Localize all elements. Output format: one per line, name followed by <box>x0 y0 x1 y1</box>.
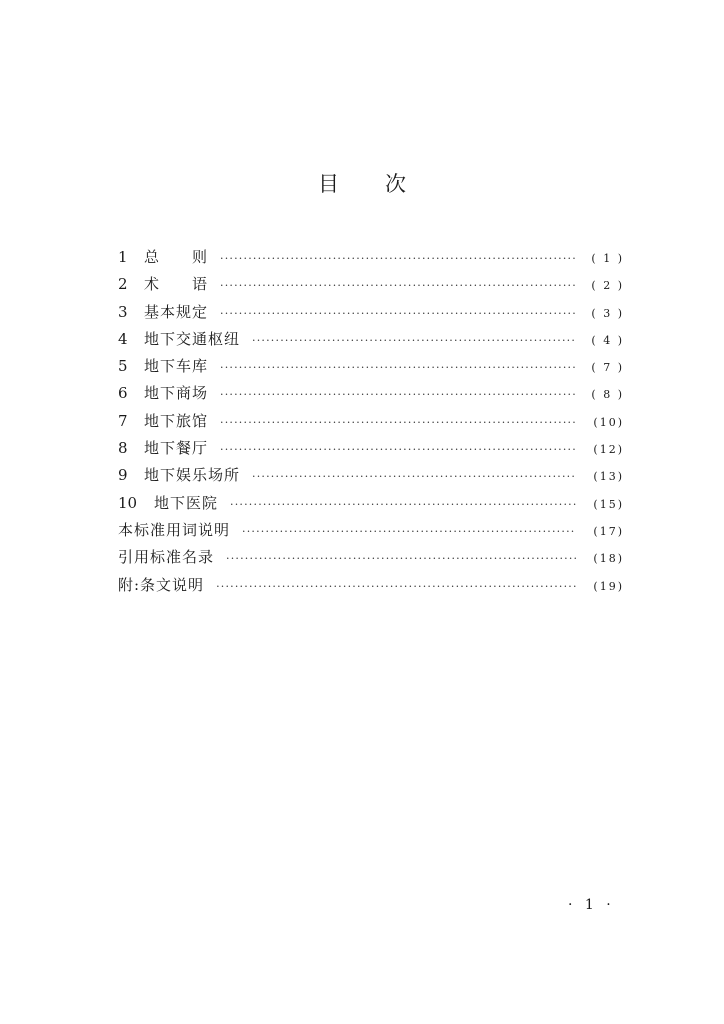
toc-entry-page: ( 1 ) <box>591 252 624 265</box>
toc-entry-number: 10 <box>118 493 138 512</box>
toc-entry[interactable] <box>118 464 624 491</box>
toc-leader-dots <box>216 580 576 593</box>
toc-entry[interactable] <box>118 246 624 273</box>
toc-entry[interactable] <box>118 410 624 437</box>
toc-entry[interactable] <box>118 574 624 601</box>
table-of-contents <box>118 246 624 601</box>
toc-entry[interactable] <box>118 437 624 464</box>
toc-entry[interactable] <box>118 273 624 300</box>
toc-entry-page: (18) <box>593 552 624 566</box>
toc-entry-label: 地下车库 <box>144 357 209 376</box>
toc-entry-label: 总 则 <box>144 248 209 266</box>
toc-leader-dots <box>230 498 576 511</box>
toc-entry-number: 1 <box>118 248 128 266</box>
toc-entry-number: 2 <box>118 275 128 294</box>
toc-entry-label: 地下娱乐场所 <box>144 466 241 485</box>
toc-entry-page: (12) <box>593 443 624 457</box>
toc-entry[interactable] <box>118 355 624 382</box>
toc-leader-dots <box>220 361 576 374</box>
toc-entry-label: 地下旅馆 <box>144 411 209 430</box>
title-char-2: 次 <box>385 172 406 196</box>
toc-entry-number: 6 <box>118 384 128 403</box>
toc-entry-number: 9 <box>118 466 128 485</box>
toc-entry[interactable] <box>118 382 624 409</box>
toc-entry-number: 8 <box>118 439 128 458</box>
title-char-1: 目 <box>318 172 339 196</box>
toc-leader-dots <box>220 416 576 429</box>
toc-leader-dots <box>252 470 576 483</box>
toc-leader-dots <box>242 525 576 538</box>
toc-leader-dots <box>226 552 576 565</box>
toc-entry-number: 3 <box>118 302 128 321</box>
toc-entry-page: (10) <box>593 415 624 429</box>
toc-entry-label: 本标准用词说明 <box>118 520 231 539</box>
toc-leader-dots <box>220 252 576 265</box>
page-number: · 1 · <box>568 897 615 913</box>
toc-entry-page: (15) <box>593 497 624 511</box>
toc-leader-dots <box>220 388 576 401</box>
toc-entry-number: 7 <box>118 411 128 430</box>
toc-leader-dots <box>220 307 576 320</box>
toc-entry-page: ( 3 ) <box>591 306 624 320</box>
toc-entry-page: ( 8 ) <box>591 388 624 402</box>
toc-entry-number: 4 <box>118 329 128 348</box>
toc-entry-label: 附:条文说明 <box>118 575 205 594</box>
toc-entry-label: 地下交通枢纽 <box>144 329 241 348</box>
toc-entry[interactable] <box>118 546 624 573</box>
toc-entry-label: 基本规定 <box>144 302 209 321</box>
toc-entry-label: 地下医院 <box>154 493 219 512</box>
toc-entry-label: 引用标准名录 <box>118 548 215 567</box>
toc-entry[interactable] <box>118 519 624 546</box>
toc-leader-dots <box>252 334 576 347</box>
toc-entry-page: ( 2 ) <box>591 279 624 293</box>
toc-leader-dots <box>220 279 576 292</box>
toc-entry-page: (13) <box>593 470 624 484</box>
toc-entry-label: 地下商场 <box>144 384 209 403</box>
toc-entry-label: 地下餐厅 <box>144 439 209 458</box>
toc-leader-dots <box>220 443 576 456</box>
toc-entry-page: ( 4 ) <box>591 333 624 347</box>
toc-entry[interactable] <box>118 492 624 519</box>
toc-entry-page: ( 7 ) <box>591 361 624 375</box>
toc-entry-label: 术 语 <box>144 275 209 294</box>
toc-entry-page: (19) <box>593 579 624 593</box>
page-title <box>0 168 724 198</box>
toc-entry[interactable] <box>118 301 624 328</box>
toc-entry-page: (17) <box>593 524 624 538</box>
toc-entry[interactable] <box>118 328 624 355</box>
toc-entry-number: 5 <box>118 357 128 376</box>
